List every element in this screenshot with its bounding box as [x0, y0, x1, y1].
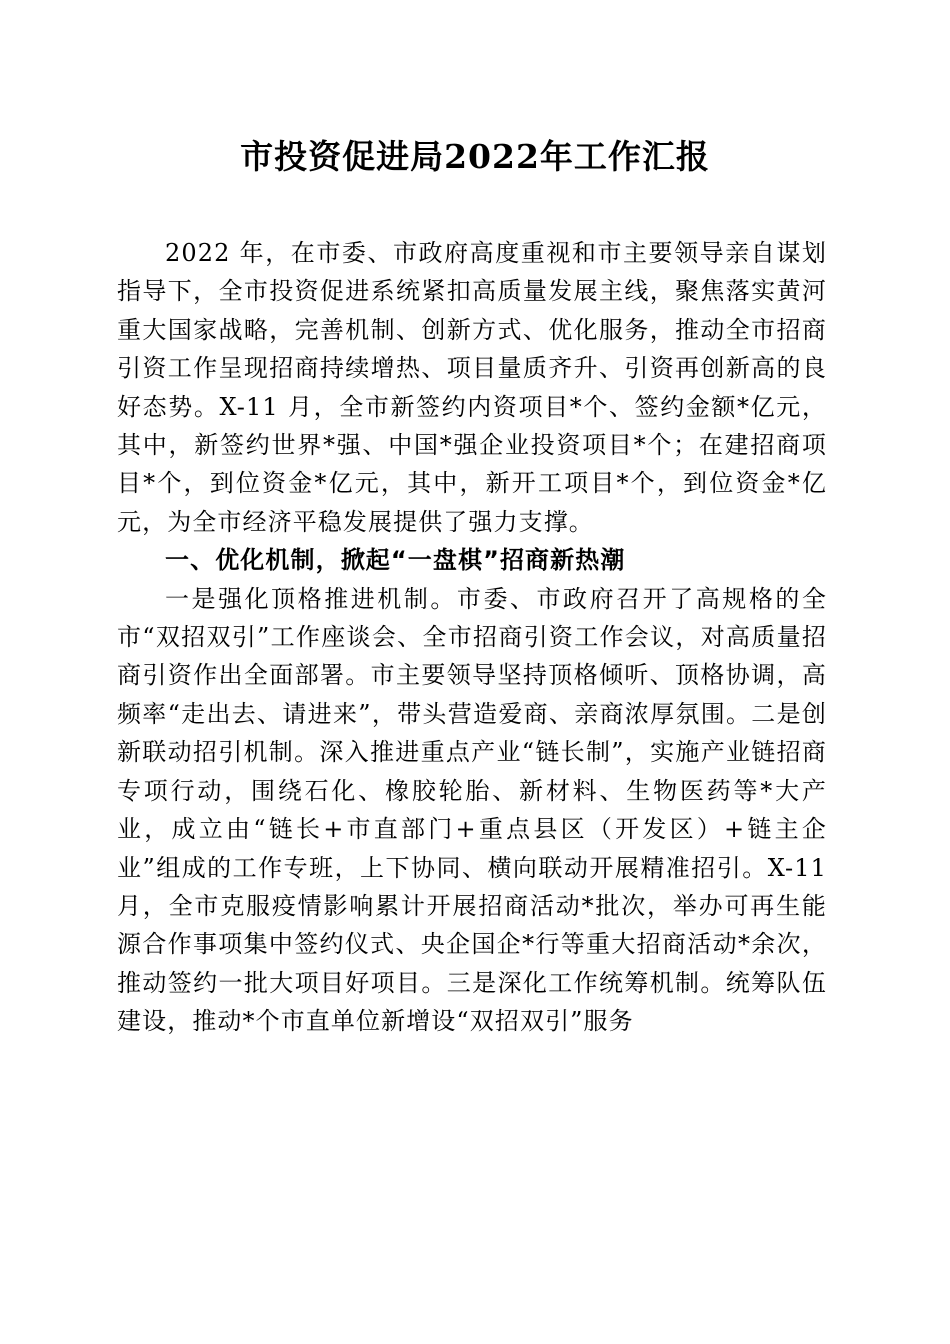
section-heading: 一、优化机制，掀起“一盘棋”招商新热潮: [165, 546, 626, 575]
section-paragraph: 一是强化顶格推进机制。市委、市政府召开了高规格的全市“双招双引”工作座谈会、全市招商引资工作会议，对高质量招商引资作出全面部署。市主要领导坚持顶格倾听、顶格协调，高频率“走出去、请进来”，带头营造爱商、亲商浓厚氛围。二是创新联动招引机制。深入推进重点产业“链长制”，实施产业链招商专项行动，围绕石化、橡胶轮胎、新材料、生物医药等*大产业，成立由“链长+市直部门+重点县区（开发区）+链主企业”组成的工作专班，上下协同、横向联动开展精准招引。X-11 月，全市克服疫情影响累计开展招商活动*批次，举办可再生能源合作事项集中签约仪式、央企国企*行等重大招商活动*余次，推动签约一批大项目好项目。三是深化工作统筹机制。统筹队伍建设，推动*个市直单位新增设“双招双引”服务: [117, 584, 827, 1036]
document-body: [117, 234, 827, 1041]
intro-paragraph: 2022 年，在市委、市政府高度重视和市主要领导亲自谋划指导下，全市投资促进系统紧扣高质量发展主线，聚焦落实黄河重大国家战略，完善机制、创新方式、优化服务，推动全市招商引资工作呈现招商持续增热、项目量质齐升、引资再创新高的良好态势。X-11 月，全市新签约内资项目*个、签约金额*亿元，其中，新签约世界*强、中国*强企业投资项目*个；在建招商项目*个，到位资金*亿元，其中，新开工项目*个，到位资金*亿元，为全市经济平稳发展提供了强力支撑。: [117, 239, 827, 536]
document-title: 市投资促进局2022年工作汇报: [240, 137, 710, 176]
